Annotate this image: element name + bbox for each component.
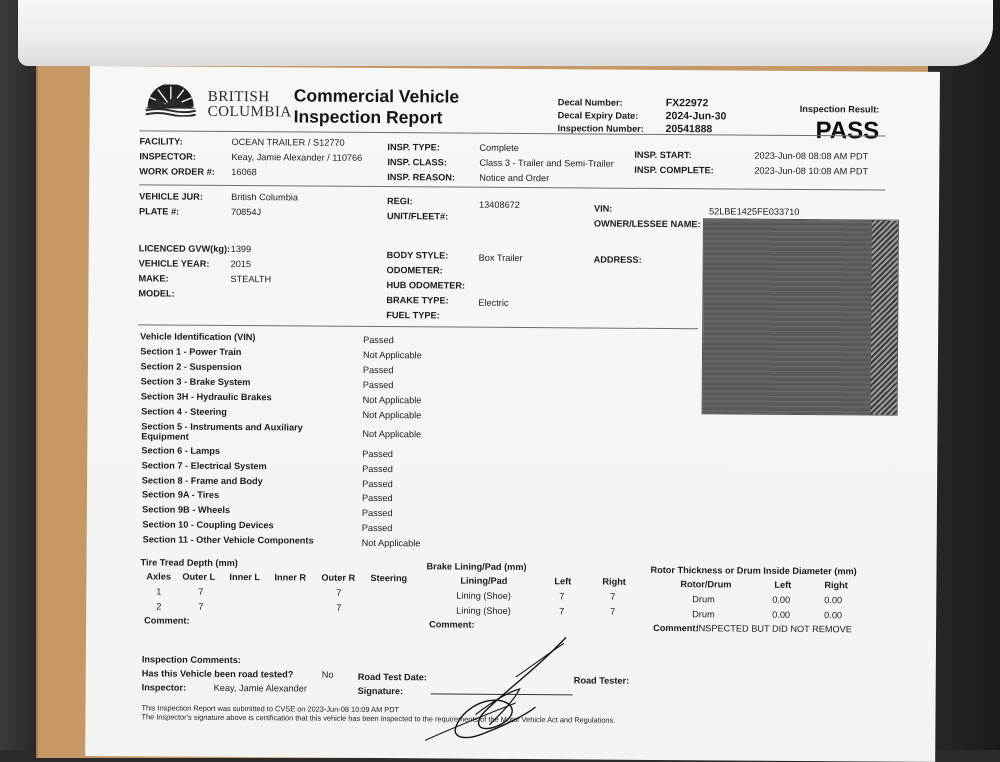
make: STEALTH bbox=[230, 274, 271, 285]
result-label: Inspection Result: bbox=[800, 104, 880, 116]
section-name: Section 9A - Tires bbox=[142, 489, 219, 501]
inspection-number-label: Inspection Number: bbox=[558, 123, 644, 135]
tire-header-axles: Axles bbox=[146, 571, 171, 582]
regi-label: REGI: bbox=[387, 196, 413, 207]
section-name: Section 11 - Other Vehicle Components bbox=[143, 534, 314, 546]
road-tested: No bbox=[322, 670, 334, 681]
section-result: Passed bbox=[362, 508, 393, 519]
section-result: Not Applicable bbox=[363, 410, 422, 421]
section-name: Section 3H - Hydraulic Brakes bbox=[141, 391, 272, 403]
insp-complete-label: INSP. COMPLETE: bbox=[634, 165, 714, 177]
rotor-type: Drum bbox=[692, 609, 715, 620]
insp-start-label: INSP. START: bbox=[634, 150, 691, 161]
logo-text bbox=[208, 90, 292, 121]
owner-label: OWNER/LESSEE NAME: bbox=[594, 219, 701, 231]
section-name: Section 8 - Frame and Body bbox=[142, 475, 263, 487]
brake-comment-label: Comment: bbox=[429, 619, 475, 630]
vin: 52LBE1425FE033710 bbox=[709, 206, 799, 218]
make-label: MAKE: bbox=[138, 273, 168, 284]
inspection-number: 20541888 bbox=[666, 124, 713, 135]
insp-class: Class 3 - Trailer and Semi-Trailer bbox=[479, 158, 614, 170]
rotor-right: 0.00 bbox=[824, 595, 842, 606]
vehicle-year: 2015 bbox=[231, 259, 252, 270]
section-result: Not Applicable bbox=[362, 429, 421, 440]
vehicle-jur-label: VEHICLE JUR: bbox=[139, 191, 203, 202]
section-result: Not Applicable bbox=[362, 538, 421, 549]
decal-expiry-label: Decal Expiry Date: bbox=[558, 110, 639, 122]
section-result: Passed bbox=[362, 449, 393, 460]
inspection-comments-label: Inspection Comments: bbox=[142, 654, 241, 666]
rotor-title: Rotor Thickness or Drum Inside Diameter (mm) bbox=[650, 565, 856, 577]
brake-type-label: BRAKE TYPE: bbox=[386, 295, 448, 306]
signature-label: Signature: bbox=[358, 686, 404, 697]
brake-right: 7 bbox=[610, 607, 615, 618]
insp-type: Complete bbox=[479, 143, 518, 154]
road-test-date-label: Road Test Date: bbox=[358, 672, 427, 683]
tire-header-inner-r: Inner R bbox=[274, 572, 306, 583]
tire-comment-label: Comment: bbox=[144, 615, 190, 626]
body-style-label: BODY STYLE: bbox=[387, 250, 449, 261]
road-tested-label: Has this Vehicle been road tested? bbox=[142, 668, 294, 680]
certification-note: The Inspector's signature above is certification that this vehicle has been inspected to the requirements of the Motor Vehicle Act and Regulations. bbox=[141, 711, 615, 725]
divider bbox=[139, 184, 885, 190]
section-name-continued: Equipment bbox=[141, 431, 189, 442]
brake-lining-type: Lining (Shoe) bbox=[456, 606, 511, 617]
rotor-comment-label: Comment: bbox=[653, 623, 699, 634]
brake-header-right: Right bbox=[602, 577, 626, 588]
brake-type: Electric bbox=[478, 298, 508, 309]
brake-left: 7 bbox=[559, 591, 564, 602]
logo-line-1: BRITISH bbox=[208, 90, 292, 106]
regi: 13408672 bbox=[479, 200, 520, 211]
tire-outer-l: 7 bbox=[198, 602, 203, 613]
tire-header-steering: Steering bbox=[370, 573, 407, 584]
section-result: Passed bbox=[362, 493, 393, 504]
tire-header-outer-r: Outer R bbox=[321, 573, 355, 584]
brake-lining-type: Lining (Shoe) bbox=[456, 591, 511, 602]
rotor-left: 0.00 bbox=[772, 595, 790, 606]
section-result: Passed bbox=[362, 464, 393, 475]
section-result: Not Applicable bbox=[363, 395, 422, 406]
redacted-owner-image bbox=[702, 218, 899, 415]
vehicle-jur: British Columbia bbox=[231, 192, 298, 203]
logo-line-2: COLUMBIA bbox=[208, 105, 292, 121]
section-result: Passed bbox=[363, 365, 394, 376]
divider bbox=[140, 130, 886, 136]
section-name: Section 1 - Power Train bbox=[140, 346, 241, 358]
plate-label: PLATE #: bbox=[139, 206, 179, 217]
inspector: Keay, Jamie Alexander / 110766 bbox=[231, 152, 362, 164]
brake-title: Brake Lining/Pad (mm) bbox=[426, 561, 526, 573]
tire-outer-r: 7 bbox=[336, 588, 341, 599]
facility: OCEAN TRAILER / S12770 bbox=[231, 137, 344, 149]
rotor-header-left: Left bbox=[774, 580, 791, 591]
insp-reason: Notice and Order bbox=[479, 173, 549, 184]
facility-label: FACILITY: bbox=[139, 136, 182, 147]
folded-page-edge bbox=[18, 0, 993, 66]
rotor-header-right: Right bbox=[824, 580, 848, 591]
rotor-left: 0.00 bbox=[772, 610, 790, 621]
section-name: Section 6 - Lamps bbox=[141, 445, 220, 457]
brake-header-lining: Lining/Pad bbox=[460, 576, 507, 587]
insp-complete: 2023-Jun-08 10:08 AM PDT bbox=[754, 166, 868, 178]
tire-outer-l: 7 bbox=[198, 587, 203, 598]
section-result: Passed bbox=[363, 380, 394, 391]
body-style: Box Trailer bbox=[479, 253, 523, 264]
plate: 70854J bbox=[231, 207, 261, 218]
work-order: 16068 bbox=[231, 167, 257, 178]
road-tester-label: Road Tester: bbox=[574, 675, 630, 686]
rotor-type: Drum bbox=[692, 594, 715, 605]
inspector-label: INSPECTOR: bbox=[139, 151, 196, 162]
insp-class-label: INSP. CLASS: bbox=[387, 157, 447, 168]
address-label: ADDRESS: bbox=[594, 255, 642, 266]
unit-fleet-label: UNIT/FLEET#: bbox=[387, 211, 448, 222]
tire-outer-r: 7 bbox=[336, 603, 341, 614]
section-name: Vehicle Identification (VIN) bbox=[140, 331, 255, 343]
footer-inspector: Keay, Jamie Alexander bbox=[214, 683, 307, 695]
brake-header-left: Left bbox=[554, 576, 571, 587]
section-name: Section 3 - Brake System bbox=[141, 376, 251, 388]
title-line-1: Commercial Vehicle bbox=[294, 85, 460, 107]
decal-number-label: Decal Number: bbox=[558, 97, 623, 108]
section-name: Section 5 - Instruments and Auxiliary bbox=[141, 421, 303, 433]
divider bbox=[138, 324, 698, 329]
inspection-report-page bbox=[85, 66, 940, 762]
submitted-note: This Inspection Report was submitted to CVSE on 2023-Jun-08 10:09 AM PDT bbox=[141, 702, 399, 715]
rotor-header-rotor-drum: Rotor/Drum bbox=[680, 579, 731, 590]
insp-type-label: INSP. TYPE: bbox=[387, 142, 439, 153]
rotor-right: 0.00 bbox=[824, 610, 842, 621]
photo-edge bbox=[871, 220, 898, 414]
section-name: Section 9B - Wheels bbox=[142, 504, 230, 516]
section-name: Section 7 - Electrical System bbox=[142, 460, 267, 472]
section-name: Section 2 - Suspension bbox=[140, 361, 241, 373]
fuel-type-label: FUEL TYPE: bbox=[386, 310, 440, 321]
decal-expiry: 2024-Jun-30 bbox=[666, 111, 727, 122]
work-order-label: WORK ORDER #: bbox=[139, 166, 215, 178]
section-result: Passed bbox=[363, 335, 394, 346]
rotor-comment: INSPECTED BUT DID NOT REMOVE bbox=[696, 623, 852, 635]
decal-number: FX22972 bbox=[666, 98, 709, 109]
vehicle-year-label: VEHICLE YEAR: bbox=[139, 258, 210, 269]
gvw-label: LICENCED GVW(kg): bbox=[139, 243, 230, 255]
hub-odometer-label: HUB ODOMETER: bbox=[386, 280, 465, 292]
brake-right: 7 bbox=[610, 592, 615, 603]
tire-axle: 2 bbox=[156, 601, 161, 612]
gvw: 1399 bbox=[231, 244, 252, 255]
inspector-signature bbox=[415, 628, 606, 749]
vin-label: VIN: bbox=[594, 204, 612, 215]
title-line-2: Inspection Report bbox=[294, 106, 460, 128]
inspector-label: Inspector: bbox=[142, 682, 186, 693]
sun-mountain-logo-icon bbox=[144, 84, 198, 116]
section-result: Not Applicable bbox=[363, 350, 422, 361]
brake-left: 7 bbox=[559, 606, 564, 617]
section-name: Section 10 - Coupling Devices bbox=[142, 519, 273, 531]
section-result: Passed bbox=[362, 479, 393, 490]
tire-header-inner-l: Inner L bbox=[229, 572, 260, 583]
insp-start: 2023-Jun-08 08:08 AM PDT bbox=[754, 151, 868, 163]
result-pass: PASS bbox=[815, 117, 879, 145]
tire-header-outer-l: Outer L bbox=[182, 572, 215, 583]
tire-title: Tire Tread Depth (mm) bbox=[140, 557, 237, 569]
odometer-label: ODOMETER: bbox=[387, 265, 443, 276]
page-title bbox=[294, 85, 460, 128]
section-name: Section 4 - Steering bbox=[141, 406, 227, 418]
insp-reason-label: INSP. REASON: bbox=[387, 172, 455, 183]
model-label: MODEL: bbox=[138, 288, 174, 299]
bc-logo bbox=[144, 80, 284, 125]
section-result: Passed bbox=[362, 523, 393, 534]
tire-axle: 1 bbox=[156, 586, 161, 597]
